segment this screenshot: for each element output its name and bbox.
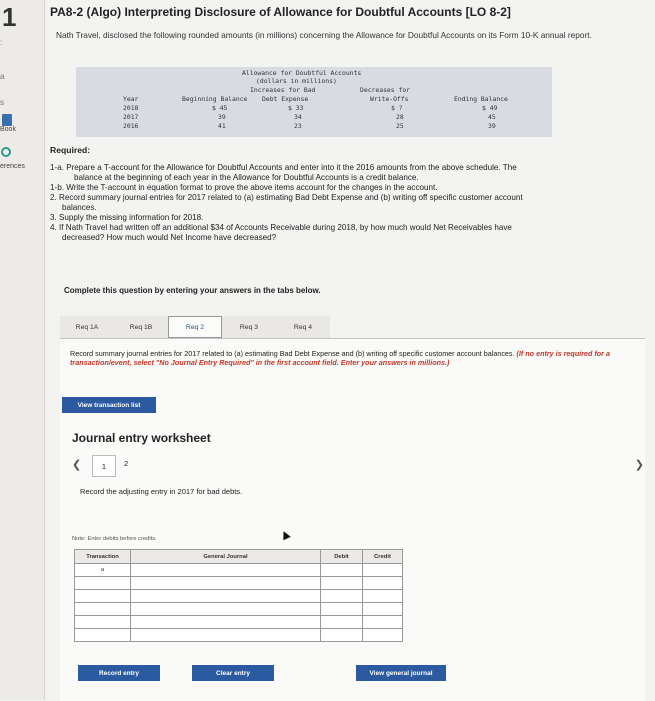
table-row — [75, 590, 403, 603]
tab-req-3[interactable]: Req 3 — [222, 316, 276, 338]
page-2-button[interactable]: 2 — [124, 459, 129, 468]
schedule-col-decreases: Decreases for — [360, 86, 411, 94]
page-1-button[interactable]: 1 — [92, 455, 116, 477]
chevron-left-icon[interactable]: ❮ — [72, 459, 82, 471]
credit-field[interactable] — [363, 603, 403, 616]
schedule-col-year: Year — [123, 95, 139, 103]
schedule-cell: 25 — [396, 122, 404, 130]
requirement-3: 3. Supply the missing information for 2018. — [50, 213, 204, 222]
requirement-tabs — [60, 316, 330, 338]
schedule-col-ending: Ending Balance — [454, 95, 508, 103]
schedule-cell: 2017 — [123, 113, 139, 121]
sidebar-mark: s — [0, 98, 4, 107]
schedule-col-beginning: Beginning Balance — [182, 95, 248, 103]
requirement-1b: 1-b. Write the T-account in equation format to prove the above items account for the changes in the account. — [50, 183, 438, 192]
requirement-4-cont: decreased? How much would Net Income have decreased? — [62, 233, 277, 242]
col-transaction: Transaction — [75, 550, 131, 564]
clear-entry-button[interactable]: Clear entry — [192, 665, 274, 681]
ebook-icon[interactable] — [2, 114, 12, 126]
worksheet-pager — [72, 455, 644, 477]
credit-field[interactable] — [363, 629, 403, 642]
view-transaction-list-button[interactable]: View transaction list — [62, 397, 156, 413]
col-credit: Credit — [363, 550, 403, 564]
debit-field[interactable] — [321, 590, 363, 603]
debit-field[interactable] — [321, 616, 363, 629]
requirement-1a-cont: balance at the beginning of each year in the Allowance for Doubtful Accounts is a credit balance. — [74, 173, 419, 182]
debit-field[interactable] — [321, 577, 363, 590]
credit-field[interactable] — [363, 577, 403, 590]
main-content — [44, 0, 655, 700]
account-field[interactable] — [131, 577, 321, 590]
tab-req-1b[interactable]: Req 1B — [114, 316, 168, 338]
sidebar-references-link[interactable]: erences — [0, 163, 25, 170]
tab-req-1a[interactable]: Req 1A — [60, 316, 114, 338]
requirement-2-cont: balances. — [62, 203, 97, 212]
table-row — [75, 564, 403, 577]
question-number: 1 — [2, 2, 17, 32]
requirements-list — [50, 163, 640, 243]
allowance-schedule-image — [76, 67, 552, 137]
required-heading: Required: — [50, 145, 91, 155]
schedule-col-increases: Increases for Bad — [250, 86, 316, 94]
worksheet-prompt: Record the adjusting entry in 2017 for bad debts. — [80, 487, 243, 496]
mouse-cursor-icon: ▲ — [275, 523, 295, 545]
transaction-cell — [75, 629, 131, 642]
sidebar-mark: a — [0, 72, 5, 81]
tab-req-2[interactable]: Req 2 — [168, 316, 222, 338]
worksheet-note: Note: Enter debits before credits. — [72, 536, 157, 542]
credit-field[interactable] — [363, 590, 403, 603]
col-debit: Debit — [321, 550, 363, 564]
schedule-cell: 2016 — [123, 122, 139, 130]
table-row — [75, 616, 403, 629]
transaction-cell: a — [75, 564, 131, 577]
table-row — [75, 577, 403, 590]
schedule-col-decreases-2: Write-Offs — [370, 95, 409, 103]
schedule-cell: 23 — [294, 122, 302, 130]
worksheet-title: Journal entry worksheet — [72, 431, 211, 445]
sidebar-ebook-link[interactable]: Book — [0, 126, 16, 133]
problem-title: PA8-2 (Algo) Interpreting Disclosure of Allowance for Doubtful Accounts [LO 8-2] — [50, 5, 511, 19]
chevron-right-icon[interactable]: ❯ — [634, 459, 644, 471]
schedule-cell: 41 — [218, 122, 226, 130]
credit-field[interactable] — [363, 616, 403, 629]
credit-field[interactable] — [363, 564, 403, 577]
left-sidebar — [0, 0, 45, 700]
table-row — [75, 603, 403, 616]
requirement-1a: 1-a. Prepare a T-account for the Allowance for Doubtful Accounts and enter into it the 2016 amounts from the above schedule. The — [50, 163, 517, 172]
panel-instruction-text: Record summary journal entries for 2017 related to (a) estimating Bad Debt Expense and (b) writing off specific customer account balances. — [70, 349, 517, 358]
schedule-title: Allowance for Doubtful Accounts — [242, 69, 362, 77]
col-general-journal: General Journal — [131, 550, 321, 564]
schedule-cell: $ 49 — [482, 104, 498, 112]
account-field[interactable] — [131, 603, 321, 616]
debit-field[interactable] — [321, 629, 363, 642]
account-field[interactable] — [131, 629, 321, 642]
transaction-cell — [75, 603, 131, 616]
journal-entry-table — [74, 549, 403, 642]
panel-instruction-note: (If no entry is required for a transaction/event, select "No Journal Entry Required" in the first account field. Enter your answers in millions.) — [70, 349, 610, 367]
schedule-cell: 34 — [294, 113, 302, 121]
req-2-panel — [60, 338, 645, 701]
transaction-cell — [75, 590, 131, 603]
tab-req-4[interactable]: Req 4 — [276, 316, 330, 338]
panel-instruction — [70, 349, 635, 367]
record-entry-button[interactable]: Record entry — [78, 665, 160, 681]
schedule-cell: 39 — [488, 122, 496, 130]
schedule-cell: $ ? — [391, 104, 403, 112]
requirement-4: 4. If Nath Travel had written off an additional $34 of Accounts Receivable during 2018, by how much would Net Receivables have — [50, 223, 512, 232]
debit-field[interactable] — [321, 603, 363, 616]
sidebar-mark: : — [0, 38, 3, 47]
schedule-col-increases-2: Debt Expense — [262, 95, 309, 103]
problem-intro: Nath Travel, disclosed the following rounded amounts (in millions) concerning the Allowance for Doubtful Accounts on its Form 10-K annual report. — [56, 30, 592, 40]
transaction-cell — [75, 577, 131, 590]
references-icon[interactable] — [1, 147, 11, 157]
schedule-cell: $ 33 — [288, 104, 304, 112]
debit-field[interactable] — [321, 564, 363, 577]
schedule-cell: 39 — [218, 113, 226, 121]
requirement-2: 2. Record summary journal entries for 2017 related to (a) estimating Bad Debt Expense and (b) writing off specific customer account — [50, 193, 523, 202]
schedule-cell: $ 45 — [212, 104, 228, 112]
account-field[interactable] — [131, 616, 321, 629]
account-field[interactable] — [131, 590, 321, 603]
schedule-subtitle: (dollars in millions) — [256, 77, 337, 85]
schedule-cell: 45 — [488, 113, 496, 121]
table-row — [75, 629, 403, 642]
account-field[interactable] — [131, 564, 321, 577]
complete-instruction: Complete this question by entering your answers in the tabs below. — [64, 286, 321, 295]
transaction-cell — [75, 616, 131, 629]
schedule-cell: 2018 — [123, 104, 139, 112]
view-general-journal-button[interactable]: View general journal — [356, 665, 446, 681]
schedule-cell: 28 — [396, 113, 404, 121]
